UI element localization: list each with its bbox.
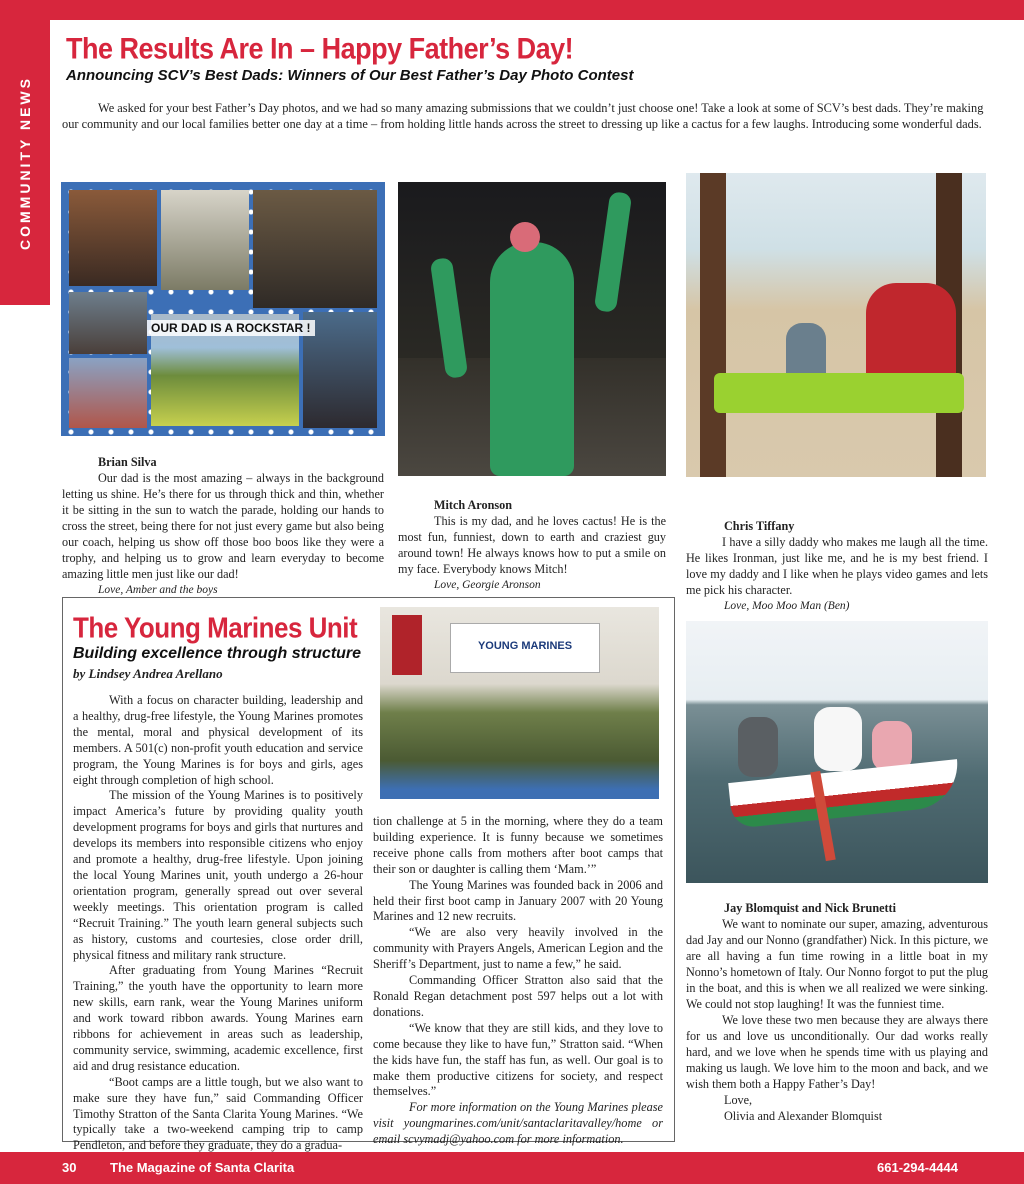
- chris-tiffany-playground-photo: [686, 173, 986, 477]
- young-marines-column-2: [373, 814, 663, 1148]
- article-subhead: Announcing SCV’s Best Dads: Winners of Our Best Father’s Day Photo Contest: [66, 67, 634, 84]
- caption-signature: Olivia and Alexander Blomquist: [724, 1109, 883, 1123]
- young-marines-byline: by Lindsey Andrea Arellano: [73, 666, 223, 681]
- caption-name: Jay Blomquist and Nick Brunetti: [724, 901, 897, 915]
- magazine-name: The Magazine of Santa Clarita: [110, 1160, 295, 1175]
- playground-post: [700, 173, 726, 477]
- caption-body: Our dad is the most amazing – always in the background letting us shine. He’s there for us through thick and thin, whether it be sitting in the sun to watch the parade, holding our hands to cross the street, being there for not just every game but also being our coach, helping us show off those boo boos like they were a trophy, and helping us to grow and learn everyday to become amazing little men just like our dad!: [62, 471, 384, 581]
- paragraph: The mission of the Young Marines is to positively impact America’s future by providing quality youth development programs for boys and girls that nurtures and develops its members into responsible citizens who enjoy and promote a healthy, drug-free lifestyle. Upon joining the local Young Marines unit, youth undergo a 26-hour orientation program, generally spread out over several weekly meetings. This orientation program is called “Recruit Training.” The youth learn general subjects such as history, customs and courtesies, close order drill, physical fitness and military rank structure.: [73, 788, 363, 962]
- caption-chris-tiffany: [686, 518, 988, 614]
- collage-cell-kids: [253, 190, 377, 308]
- paragraph: “We know that they are still kids, and they love to come because they like to have fun,” Stratton said. “When the kids have fun, the staff has fun, as well. Our goal is to make them productive citizens for society, and respect themselves.”: [373, 1020, 663, 1099]
- paragraph: Commanding Officer Stratton also said that the Ronald Regan detachment post 597 helps out a lot with donations.: [373, 973, 663, 1019]
- caption-name: Chris Tiffany: [724, 519, 795, 533]
- caption-signature: Love, Moo Moo Man (Ben): [724, 600, 850, 612]
- footer-bar: [0, 1152, 1024, 1184]
- caption-brian-silva: [62, 454, 384, 598]
- caption-body: This is my dad, and he loves cactus! He is the most fun, funniest, down to earth and craziest guy around town! He always knows how to put a smile on my face. Everybody knows Mitch!: [398, 514, 666, 576]
- caption-body: We want to nominate our super, amazing, adventurous dad Jay and our Nonno (grandfather) Nick. In this picture, we are all having a fun time rowing in a little boat in my Nonno’s hometown of Italy. Our Nonno forgot to put the plug in the boat, and this is when we all realized we were sinking. We could not stop laughing! It was the funniest time.: [686, 917, 988, 1011]
- young-marines-title: The Young Marines Unit: [73, 611, 358, 644]
- cactus-costume: [490, 242, 574, 476]
- person-figure: [738, 717, 778, 777]
- caption-name: Mitch Aronson: [434, 498, 512, 512]
- caption-body: We love these two men because they are always there for us and love us unconditionally. Our dad works really hard, and we love when he spends time with us playing and making us laugh. We love him to the moon and back, and we wish them both a Happy Father’s Day!: [686, 1013, 988, 1091]
- paragraph: “We are also very heavily involved in the community with Prayers Angels, American Legion and the Sheriff’s Department, just to name a few,” he said.: [373, 925, 663, 972]
- green-table: [714, 373, 964, 413]
- young-marines-group-photo: [380, 607, 659, 799]
- person-figure: [814, 707, 862, 771]
- paragraph: The Young Marines was founded back in 2006 and held their first boot camp in January 2007 with 20 Young Marines and 12 new recruits.: [373, 877, 663, 924]
- face: [510, 222, 540, 252]
- phone-number: 661-294-4444: [877, 1160, 958, 1175]
- caption-signature: Love, Amber and the boys: [98, 584, 218, 596]
- article-intro: We asked for your best Father’s Day photos, and we had so many amazing submissions that we couldn’t just choose one! Take a look at some of SCV’s best dads. They’re making our community and our local families better one day at a time – from holding little hands across the street to dressing up like a cactus for a few laughs. Introducing some wonderful dads.: [62, 101, 984, 131]
- caption-jay-blomquist: [686, 900, 988, 1124]
- young-marines-banner: YOUNG MARINES: [450, 623, 600, 673]
- caption-name: Brian Silva: [98, 455, 157, 469]
- article-headline: The Results Are In – Happy Father’s Day!: [66, 32, 574, 65]
- caption-signature: Love, Georgie Aronson: [434, 579, 541, 591]
- collage-cell-child: [69, 358, 147, 428]
- paragraph: “Boot camps are a little tough, but we also want to make sure they have fun,” said Commanding Officer Timothy Stratton of the Santa Clarita Young Marines. “We typically take a two-weekend camping trip to camp Pendleton, and before they graduate, they do a gradua-: [73, 1074, 363, 1153]
- paragraph: tion challenge at 5 in the morning, where they do a team building experience. It is funny because we sometimes receive phone calls from mothers after boot camps that their son or daughter is calling them ‘Mam.’”: [373, 814, 663, 876]
- more-info-paragraph: For more information on the Young Marines please visit youngmarines.com/unit/santaclaritavalley/home or email scvymadj@yahoo.com for more information.: [373, 1100, 663, 1147]
- young-marines-subtitle: Building excellence through structure: [73, 645, 362, 662]
- collage-cell-family: [69, 292, 147, 354]
- jay-blomquist-boat-photo: [686, 621, 988, 883]
- caption-mitch-aronson: [398, 497, 666, 593]
- caption-love: Love,: [724, 1093, 753, 1107]
- young-marines-column-1: [73, 693, 363, 1154]
- caption-body: I have a silly daddy who makes me laugh all the time. He likes Ironman, just like me, and he is my best friend. I love my daddy and I like when he plays video games and lets me pick his character.: [686, 535, 988, 597]
- collage-cell-carousel: [69, 190, 157, 286]
- brian-silva-collage-photo: [61, 182, 385, 436]
- top-color-bar: [0, 0, 1024, 20]
- paragraph: With a focus on character building, leadership and a healthy, drug-free lifestyle, the Young Marines promotes the mental, moral and physical development of its members. A 501(c) non-profit youth education and service program, the Young Marines is for boys and girls, ages eight through completion of high school.: [73, 693, 363, 787]
- section-tab: [0, 20, 50, 305]
- section-tab-label: COMMUNITY NEWS: [17, 75, 33, 250]
- page-number: 30: [62, 1160, 77, 1175]
- paragraph: After graduating from Young Marines “Recruit Training,” the youth have the opportunity to learn more new skills, earn rank, wear the Young Marines uniform and work toward ribbon awards. Young Marines earn ribbons for achievement in areas such as leadership, community service, swimming, academic excellence, first aid and drug resistance education.: [73, 963, 363, 1073]
- collage-banner: OUR DAD IS A ROCKSTAR !: [147, 320, 315, 336]
- mitch-aronson-cactus-photo: [398, 182, 666, 476]
- flag: [392, 615, 422, 675]
- collage-cell-walk: [161, 190, 249, 290]
